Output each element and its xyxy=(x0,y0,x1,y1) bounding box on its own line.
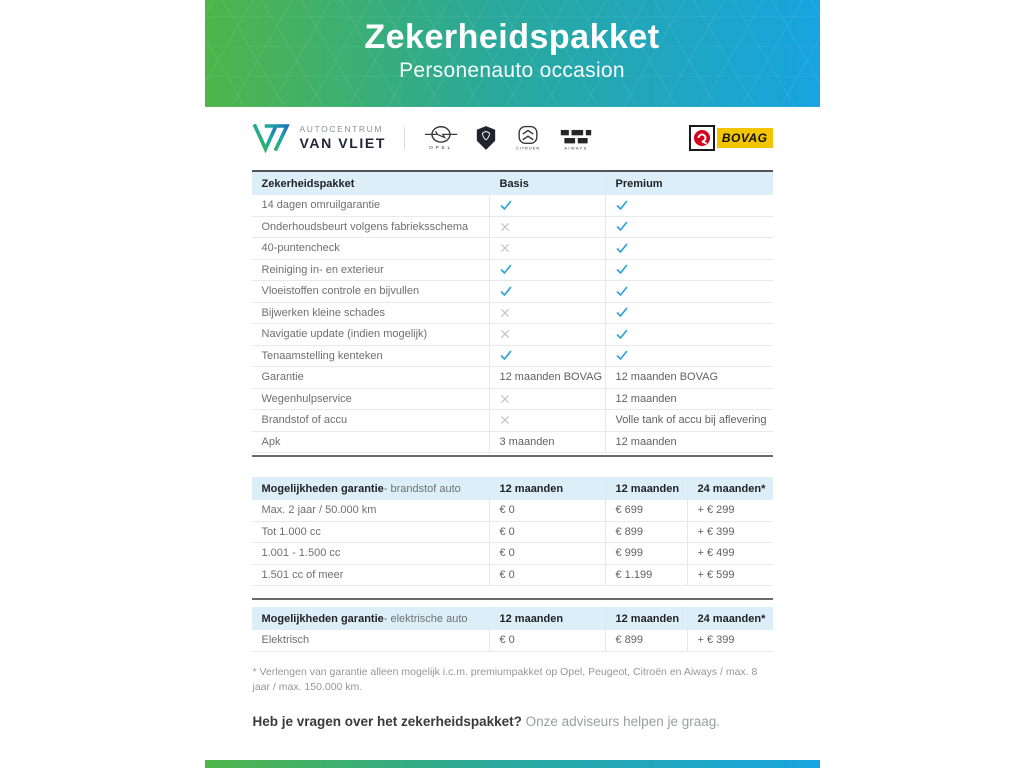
table-row xyxy=(252,630,773,652)
logo-row xyxy=(252,115,773,160)
bovag-icon xyxy=(689,125,715,151)
check-icon xyxy=(616,286,628,297)
row-value: € 0 xyxy=(489,522,605,543)
row-label: Navigatie update (indien mogelijk) xyxy=(261,328,428,341)
check-icon xyxy=(616,307,628,318)
row-value: Volle tank of accu bij aflevering xyxy=(605,410,773,431)
table-row xyxy=(252,195,773,217)
check-icon xyxy=(616,264,628,275)
row-value xyxy=(489,238,605,259)
check-icon xyxy=(616,243,628,254)
column-header: Basis xyxy=(489,172,605,195)
table-row xyxy=(252,543,773,565)
row-label: Tenaamstelling kenteken xyxy=(261,349,383,362)
peugeot-icon xyxy=(475,124,497,152)
dealer-line1: AUTOCENTRUM xyxy=(299,124,384,134)
row-value: 12 maanden BOVAG xyxy=(605,367,773,388)
page-title: Zekerheidspakket xyxy=(364,18,660,56)
row-value xyxy=(489,217,605,238)
row-label: 14 dagen omruilgarantie xyxy=(261,199,381,212)
column-header: 24 maanden* xyxy=(687,607,773,630)
row-label: Onderhoudsbeurt volgens fabrieksschema xyxy=(261,220,469,233)
header-banner xyxy=(205,0,820,107)
bottom-gradient-bar xyxy=(205,760,820,768)
brand-logos xyxy=(423,124,593,152)
aiways-icon xyxy=(559,124,593,152)
content-area xyxy=(205,0,820,768)
row-value xyxy=(605,260,773,281)
citroen-logo xyxy=(513,124,543,152)
check-icon xyxy=(616,200,628,211)
table-row xyxy=(252,432,773,454)
row-value: + € 399 xyxy=(687,522,773,543)
row-value: € 1.199 xyxy=(605,565,687,586)
table-row xyxy=(252,565,773,587)
opel-logo xyxy=(423,124,459,152)
table-title-sub: - brandstof auto xyxy=(383,482,461,495)
cross-icon xyxy=(500,308,510,318)
row-label: Wegenhulpservice xyxy=(261,392,352,405)
row-value xyxy=(489,195,605,216)
question-rest: Onze adviseurs helpen je graag. xyxy=(521,713,720,729)
closing-question xyxy=(253,714,773,729)
row-value: + € 499 xyxy=(687,543,773,564)
table-title xyxy=(252,477,489,500)
table-row xyxy=(252,500,773,522)
row-label: Reiniging in- en exterieur xyxy=(261,263,384,276)
footnote: * Verlengen van garantie alleen mogelijk i.c.m. premiumpakket op Opel, Peugeot, Citroën en Aiways / max. 8 jaar / max. 150.000 km. xyxy=(252,665,758,693)
opel-icon xyxy=(423,124,459,152)
row-value: + € 599 xyxy=(687,565,773,586)
comparison-table-header xyxy=(252,172,773,195)
row-value: € 999 xyxy=(605,543,687,564)
check-icon xyxy=(616,350,628,361)
row-value: € 0 xyxy=(489,565,605,586)
table-row xyxy=(252,389,773,411)
column-header: 12 maanden xyxy=(489,477,605,500)
row-value xyxy=(489,410,605,431)
row-value xyxy=(489,389,605,410)
table-title-sub: - elektrische auto xyxy=(383,612,468,625)
dealer-logo xyxy=(252,122,386,154)
row-value xyxy=(489,281,605,302)
check-icon xyxy=(500,350,512,361)
row-label: Max. 2 jaar / 50.000 km xyxy=(261,504,377,517)
table-row xyxy=(252,238,773,260)
check-icon xyxy=(616,221,628,232)
row-value: € 0 xyxy=(489,543,605,564)
check-icon xyxy=(500,200,512,211)
row-value xyxy=(605,217,773,238)
aiways-wordmark: AIWAYS xyxy=(564,145,588,151)
table-title-bold: Mogelijkheden garantie xyxy=(261,612,384,625)
electric-warranty-body xyxy=(252,630,773,652)
column-header: 24 maanden* xyxy=(687,477,773,500)
row-value xyxy=(605,303,773,324)
fuel-warranty-table xyxy=(252,455,773,586)
table-row xyxy=(252,260,773,282)
row-value: 3 maanden xyxy=(489,432,605,453)
row-label: Apk xyxy=(261,435,281,448)
row-value xyxy=(489,303,605,324)
table-row xyxy=(252,324,773,346)
table-row xyxy=(252,281,773,303)
dealer-wordmark xyxy=(300,124,386,151)
row-value: € 699 xyxy=(605,500,687,521)
row-value: € 0 xyxy=(489,500,605,521)
cross-icon xyxy=(500,394,510,404)
comparison-table-body xyxy=(252,195,773,453)
logo-divider xyxy=(404,127,405,149)
row-label: Vloeistoffen controle en bijvullen xyxy=(261,285,420,298)
row-value: 12 maanden xyxy=(605,389,773,410)
row-value: € 899 xyxy=(605,630,687,651)
row-value xyxy=(489,260,605,281)
opel-wordmark: OPEL xyxy=(428,145,453,151)
table-row xyxy=(252,410,773,432)
electric-warranty-header xyxy=(252,607,773,630)
column-header: Premium xyxy=(605,172,773,195)
bovag-wordmark-box xyxy=(717,128,773,148)
comparison-table xyxy=(252,170,773,453)
citroen-icon xyxy=(513,124,543,152)
page-subtitle: Personenauto occasion xyxy=(399,59,625,82)
column-header: 12 maanden xyxy=(605,607,687,630)
row-label: 40-puntencheck xyxy=(261,242,340,255)
peugeot-logo xyxy=(475,124,497,152)
cross-icon xyxy=(500,329,510,339)
row-value xyxy=(605,281,773,302)
column-header: 12 maanden xyxy=(489,607,605,630)
cross-icon xyxy=(500,415,510,425)
row-value xyxy=(605,238,773,259)
row-label: Brandstof of accu xyxy=(261,414,348,427)
row-label: Tot 1.000 cc xyxy=(261,525,321,538)
table-title xyxy=(252,607,489,630)
electric-warranty-table xyxy=(252,598,773,652)
citroen-wordmark: CITROËN xyxy=(515,144,541,150)
row-value: € 0 xyxy=(489,630,605,651)
row-label: 1.501 cc of meer xyxy=(261,568,344,581)
column-header: 12 maanden xyxy=(605,477,687,500)
question-bold: Heb je vragen over het zekerheidspakket? xyxy=(252,713,522,729)
aiways-logo xyxy=(559,124,593,152)
van-vliet-v7-icon xyxy=(252,122,292,154)
table-row xyxy=(252,217,773,239)
table-row xyxy=(252,522,773,544)
row-value: + € 399 xyxy=(687,630,773,651)
fuel-warranty-body xyxy=(252,500,773,586)
row-value: + € 299 xyxy=(687,500,773,521)
table-row xyxy=(252,367,773,389)
check-icon xyxy=(616,329,628,340)
row-value: € 899 xyxy=(605,522,687,543)
row-value: 12 maanden xyxy=(605,432,773,453)
row-value xyxy=(605,324,773,345)
cross-icon xyxy=(500,222,510,232)
row-value xyxy=(489,346,605,367)
row-label: Garantie xyxy=(261,371,304,384)
table-row xyxy=(252,303,773,325)
row-label: Bijwerken kleine schades xyxy=(261,306,386,319)
check-icon xyxy=(500,286,512,297)
table-row xyxy=(252,346,773,368)
bovag-logo xyxy=(689,125,773,151)
column-header: Zekerheidspakket xyxy=(261,177,355,190)
row-label: 1.001 - 1.500 cc xyxy=(261,547,341,560)
cross-icon xyxy=(500,243,510,253)
row-value xyxy=(489,324,605,345)
row-label: Elektrisch xyxy=(261,634,310,647)
dealer-line2: VAN VLIET xyxy=(299,135,386,151)
bovag-wordmark: BOVAG xyxy=(721,130,768,145)
row-value: 12 maanden BOVAG xyxy=(489,367,605,388)
check-icon xyxy=(500,264,512,275)
fuel-warranty-header xyxy=(252,477,773,500)
row-value xyxy=(605,195,773,216)
row-value xyxy=(605,346,773,367)
table-title-bold: Mogelijkheden garantie xyxy=(261,482,384,495)
